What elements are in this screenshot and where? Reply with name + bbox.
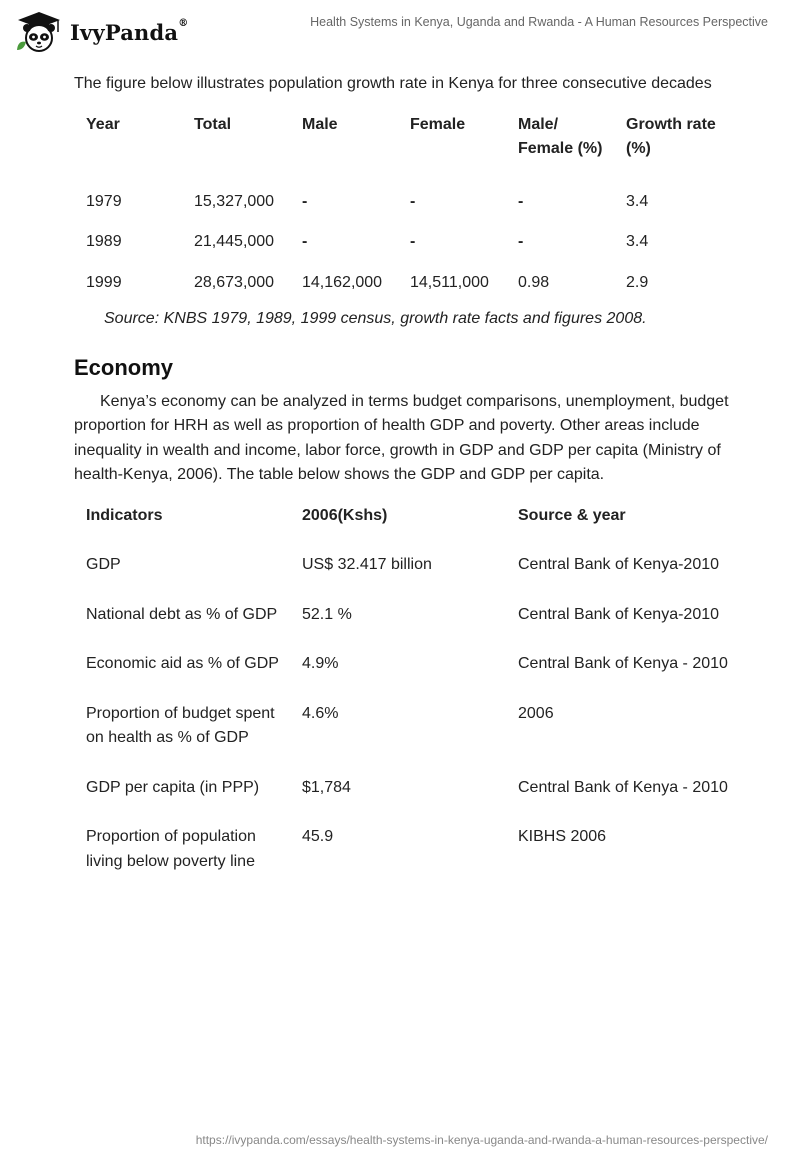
- cell-growth: 2.9: [626, 273, 649, 291]
- panda-graduate-icon: [14, 10, 64, 54]
- cell-value: $1,784: [302, 778, 351, 796]
- table-row: [74, 644, 734, 694]
- cell-ratio: -: [518, 233, 524, 250]
- ivypanda-logo[interactable]: [14, 9, 214, 55]
- population-table-header: [74, 105, 734, 182]
- cell-male: -: [302, 192, 308, 210]
- document-title: Health Systems in Kenya, Uganda and Rwanda - A Human Resources Perspective: [310, 15, 768, 29]
- table-row: [74, 545, 734, 595]
- cell-indicator: Economic aid as % of GDP: [86, 655, 279, 672]
- cell-female: -: [410, 233, 416, 250]
- cell-value: 4.6%: [302, 704, 339, 722]
- cell-value: 45.9: [302, 828, 334, 845]
- economy-table-header: [74, 496, 734, 546]
- economy-heading: Economy: [74, 354, 174, 380]
- col-indicators: Indicators: [86, 506, 163, 524]
- cell-value: 52.1 %: [302, 605, 352, 623]
- cell-source: Central Bank of Kenya-2010: [518, 605, 720, 623]
- cell-source: KIBHS 2006: [518, 828, 607, 845]
- cell-year: 1989: [86, 233, 122, 250]
- cell-growth: 3.4: [626, 233, 649, 250]
- table-row: [74, 817, 734, 891]
- cell-source: Central Bank of Kenya - 2010: [518, 655, 728, 672]
- page-header: [0, 0, 800, 70]
- economy-indicators-table: [74, 496, 734, 892]
- col-female: Female: [410, 115, 466, 133]
- table-source-caption: Source: KNBS 1979, 1989, 1999 census, growth rate facts and figures 2008.: [104, 310, 647, 327]
- col-male-female-ratio: Male/ Female (%): [518, 115, 603, 157]
- cell-year: 1979: [86, 192, 122, 210]
- cell-source: 2006: [518, 704, 554, 722]
- cell-indicator: Proportion of population living below poverty line: [86, 828, 256, 870]
- footer-url-link[interactable]: https://ivypanda.com/essays/health-systems-in-kenya-uganda-and-rwanda-a-human-resources-perspective/: [195, 1133, 768, 1147]
- cell-indicator: Proportion of budget spent on health as % of GDP: [86, 704, 275, 746]
- table-row: [74, 182, 734, 223]
- cell-ratio: -: [518, 192, 524, 210]
- cell-male: 14,162,000: [302, 273, 383, 291]
- brand-name: IvyPanda®: [70, 17, 189, 45]
- cell-source: Central Bank of Kenya-2010: [518, 556, 720, 573]
- cell-ratio: 0.98: [518, 273, 550, 291]
- cell-indicator: National debt as % of GDP: [86, 605, 278, 623]
- cell-female: 14,511,000: [410, 273, 489, 291]
- cell-source: Central Bank of Kenya - 2010: [518, 778, 728, 796]
- cell-female: -: [410, 192, 416, 210]
- col-male: Male: [302, 115, 338, 133]
- cell-value: US$ 32.417 billion: [302, 556, 432, 573]
- cell-growth: 3.4: [626, 192, 649, 210]
- col-growth-rate: Growth rate (%): [626, 115, 716, 157]
- col-2006-kshs: 2006(Kshs): [302, 506, 388, 524]
- table-row: [74, 263, 734, 304]
- table-row: [74, 222, 734, 263]
- cell-indicator: GDP: [86, 556, 121, 573]
- cell-total: 15,327,000: [194, 192, 275, 210]
- col-year: Year: [86, 115, 120, 133]
- table-row: [74, 595, 734, 645]
- cell-indicator: GDP per capita (in PPP): [86, 778, 260, 796]
- table-row: [74, 768, 734, 818]
- col-total: Total: [194, 115, 232, 133]
- cell-total: 21,445,000: [194, 233, 275, 250]
- col-source-year: Source & year: [518, 506, 626, 524]
- table-row: [74, 694, 734, 768]
- population-growth-table: [74, 105, 734, 304]
- economy-paragraph: Kenya’s economy can be analyzed in terms budget comparisons, unemployment, budget proportion for HRH as well as proportion of health GDP and poverty. Other areas include inequality in wealth and income, labor force, growth in GDP and GDP per capita (Ministry of health-Kenya, 2006). The table below shows the GDP and GDP per capita.: [74, 392, 729, 483]
- cell-male: -: [302, 233, 308, 250]
- intro-paragraph: The figure below illustrates population growth rate in Kenya for three consecutive decades: [74, 75, 712, 92]
- cell-year: 1999: [86, 273, 122, 291]
- cell-total: 28,673,000: [194, 273, 275, 291]
- cell-value: 4.9%: [302, 655, 339, 672]
- article-body: [74, 72, 734, 891]
